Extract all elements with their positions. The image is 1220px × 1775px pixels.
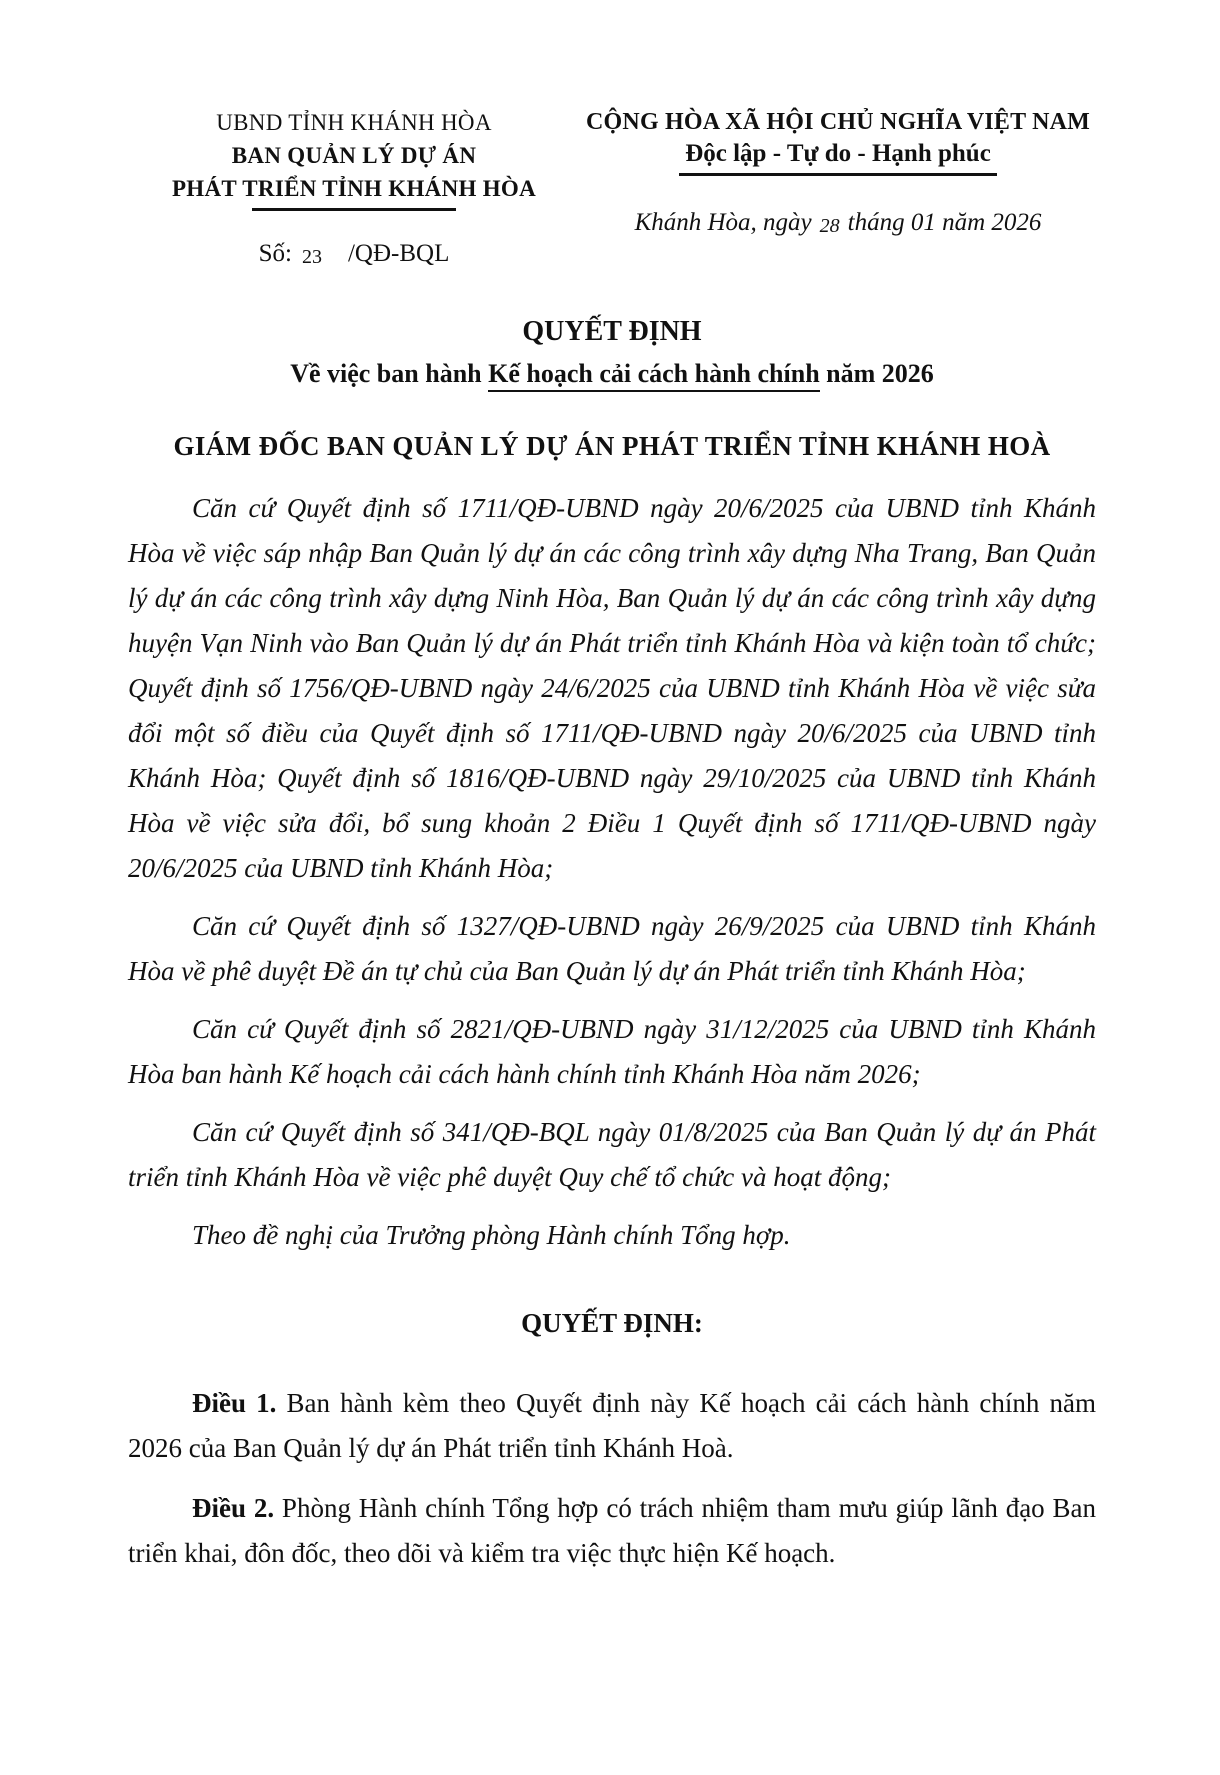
subtitle-suffix: năm 2026 <box>819 359 934 388</box>
article-1-text: Ban hành kèm theo Quyết định này Kế hoạch cải cách hành chính năm 2026 của Ban Quản lý dự án Phát triển tỉnh Khánh Hoà. <box>128 1388 1096 1463</box>
preamble-paragraph: Căn cứ Quyết định số 341/QĐ-BQL ngày 01/8/2025 của Ban Quản lý dự án Phát triển tỉnh Khánh Hòa về việc phê duyệt Quy chế tổ chức và hoạt động; <box>128 1117 1096 1192</box>
articles-section <box>128 1381 1096 1576</box>
preamble-paragraph: Căn cứ Quyết định số 1711/QĐ-UBND ngày 20/6/2025 của UBND tỉnh Khánh Hòa về việc sáp nhập Ban Quản lý dự án các công trình xây dựng Nha Trang, Ban Quản lý dự án các công trình xây dựng Ninh Hòa, Ban Quản lý dự án các công trình xây dựng huyện Vạn Ninh vào Ban Quản lý dự án Phát triển tỉnh Khánh Hòa và kiện toàn tổ chức; Quyết định số 1756/QĐ-UBND ngày 24/6/2025 của UBND tỉnh Khánh Hòa về việc sửa đổi một số điều của Quyết định số 1711/QĐ-UBND ngày 20/6/2025 của UBND tỉnh Khánh Hòa; Quyết định số 1816/QĐ-UBND ngày 29/10/2025 của UBND tỉnh Khánh Hòa về việc sửa đổi, bổ sung khoản 2 Điều 1 Quyết định số 1711/QĐ-UBND ngày 20/6/2025 của UBND tỉnh Khánh Hòa; <box>128 493 1096 883</box>
document-title: QUYẾT ĐỊNH <box>522 316 702 347</box>
national-motto: Độc lập - Tự do - Hạnh phúc <box>679 138 997 176</box>
preamble-paragraph: Theo đề nghị của Trưởng phòng Hành chính Tổng hợp. <box>192 1220 791 1250</box>
document-number-line <box>128 240 580 268</box>
date-suffix: tháng 01 năm 2026 <box>847 209 1042 236</box>
document-header <box>128 106 1096 268</box>
national-motto-wrap <box>580 138 1096 176</box>
preamble-paragraph: Căn cứ Quyết định số 1327/QĐ-UBND ngày 26/9/2025 của UBND tỉnh Khánh Hòa về phê duyệt Đề án tự chủ của Ban Quản lý dự án Phát triển tỉnh Khánh Hòa; <box>128 911 1096 986</box>
issuing-org-block <box>128 106 580 268</box>
document-number-value: 23 <box>301 246 322 268</box>
place-date-line <box>580 209 1096 237</box>
national-header-block <box>580 106 1096 237</box>
document-subtitle <box>128 356 1096 392</box>
article-paragraph <box>128 1486 1096 1576</box>
org-parent-name: UBND TỈNH KHÁNH HÒA <box>216 110 492 135</box>
article-paragraph <box>128 1381 1096 1471</box>
date-day-value: 28 <box>819 215 840 237</box>
issuer-heading: GIÁM ĐỐC BAN QUẢN LÝ DỰ ÁN PHÁT TRIỂN TỈNH KHÁNH HOÀ <box>173 431 1051 461</box>
date-prefix: Khánh Hòa, ngày <box>634 209 812 236</box>
article-2-label: Điều 2. <box>192 1493 275 1523</box>
document-number-suffix: /QĐ-BQL <box>347 240 450 267</box>
document-number-label: Số: <box>258 240 292 267</box>
document-title-block <box>128 314 1096 392</box>
article-2-text: Phòng Hành chính Tổng hợp có trách nhiệm tham mưu giúp lãnh đạo Ban triển khai, đôn đốc, theo dõi và kiểm tra việc thực hiện Kế hoạch. <box>128 1493 1096 1568</box>
subtitle-prefix: Về việc ban hành <box>290 359 489 388</box>
org-underline-rule <box>252 208 456 211</box>
subtitle-underlined-phrase: Kế hoạch cải cách hành chính <box>488 359 820 392</box>
national-title: CỘNG HÒA XÃ HỘI CHỦ NGHĨA VIỆT NAM <box>586 109 1090 135</box>
decision-heading: QUYẾT ĐỊNH: <box>521 1308 703 1338</box>
preamble-section <box>128 486 1096 1258</box>
article-1-label: Điều 1. <box>192 1388 277 1418</box>
org-name-line1: BAN QUẢN LÝ DỰ ÁN <box>231 143 477 168</box>
preamble-paragraph: Căn cứ Quyết định số 2821/QĐ-UBND ngày 31/12/2025 của UBND tỉnh Khánh Hòa ban hành Kế hoạch cải cách hành chính tỉnh Khánh Hòa năm 2026; <box>128 1014 1096 1089</box>
org-name-line2: PHÁT TRIỂN TỈNH KHÁNH HÒA <box>171 176 537 201</box>
